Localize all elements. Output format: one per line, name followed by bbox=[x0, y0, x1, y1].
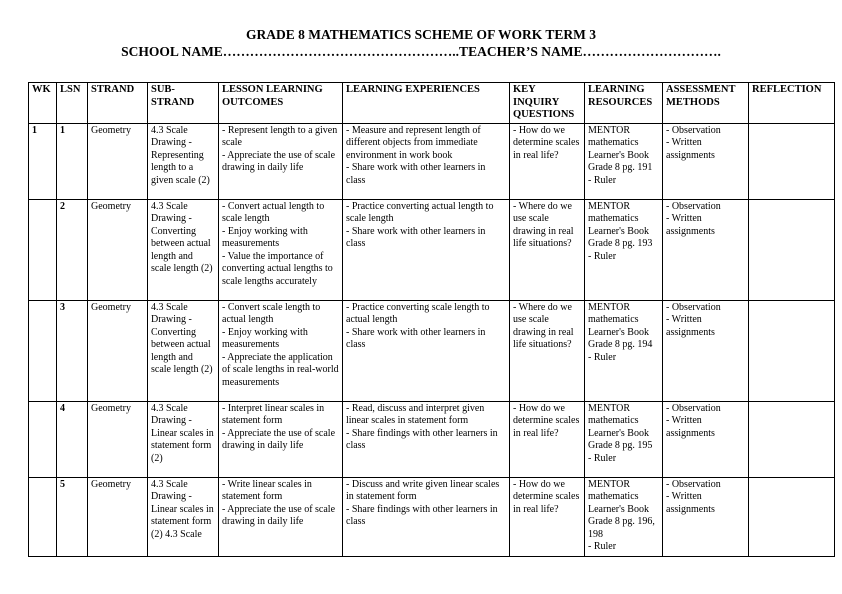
strand-cell: Geometry bbox=[88, 199, 148, 300]
outcomes-cell-line: - Convert actual length to scale length bbox=[222, 200, 325, 224]
document-title: GRADE 8 MATHEMATICS SCHEME OF WORK TERM 3 bbox=[246, 27, 596, 42]
outcomes-cell bbox=[219, 401, 343, 477]
inquiry-question-cell: - How do we determine scales in real life? bbox=[510, 123, 585, 199]
resources-cell-line: - Ruler bbox=[588, 250, 617, 262]
lesson-cell: 5 bbox=[57, 477, 88, 556]
outcomes-cell-line: - Appreciate the use of scale drawing in daily life bbox=[222, 427, 336, 451]
resources-cell-line: - Ruler bbox=[588, 541, 617, 552]
resources-cell bbox=[585, 199, 663, 300]
assessment-cell-line: - Written assignments bbox=[666, 491, 715, 515]
assessment-cell-line: - Observation bbox=[666, 301, 721, 313]
outcomes-cell-line: - Enjoy working with measurements bbox=[222, 326, 308, 350]
resources-cell-line: MENTOR mathematics Learner's Book Grade 8 pg. 191 bbox=[588, 124, 653, 173]
outcomes-cell-line: - Value the importance of converting actual lengths to scale lengths accurately bbox=[222, 250, 333, 287]
experiences-cell-line: - Share work with other learners in class bbox=[346, 225, 486, 249]
experiences-cell-line: - Measure and represent length of different objects from immediate environment in work book bbox=[346, 124, 481, 161]
document-subtitle: SCHOOL NAME……………………………………………..TEACHER’S NAME…………………………. bbox=[121, 44, 721, 59]
column-header: WK bbox=[29, 83, 57, 124]
assessment-cell-line: - Observation bbox=[666, 200, 721, 212]
outcomes-cell-line: - Enjoy working with measurements bbox=[222, 225, 308, 249]
sub-strand-cell: 4.3 Scale Drawing - Converting between actual length and scale length (2) bbox=[148, 300, 219, 401]
assessment-cell-line: - Written assignments bbox=[666, 415, 715, 439]
sub-strand-cell: 4.3 Scale Drawing - Linear scales in statement form (2) 4.3 Scale bbox=[148, 477, 219, 556]
resources-cell-line: MENTOR mathematics Learner's Book Grade 8 pg. 193 bbox=[588, 200, 653, 249]
table-row bbox=[29, 123, 835, 199]
inquiry-question-cell: - How do we determine scales in real life? bbox=[510, 401, 585, 477]
outcomes-cell bbox=[219, 199, 343, 300]
outcomes-cell-line: - Appreciate the use of scale drawing in daily life bbox=[222, 149, 336, 173]
experiences-cell-line: - Practice converting scale length to actual length bbox=[346, 301, 490, 325]
column-header: LSN bbox=[57, 83, 88, 124]
reflection-cell bbox=[749, 477, 835, 556]
resources-cell-line: MENTOR mathematics Learner's Book Grade 8 pg. 195 bbox=[588, 402, 653, 451]
week-cell bbox=[29, 477, 57, 556]
assessment-cell-line: - Observation bbox=[666, 478, 721, 490]
reflection-cell bbox=[749, 199, 835, 300]
table-row bbox=[29, 401, 835, 477]
resources-cell-line: - Ruler bbox=[588, 174, 617, 186]
experiences-cell bbox=[343, 199, 510, 300]
experiences-cell-line: - Read, discuss and interpret given linear scales in statement form bbox=[346, 402, 485, 426]
experiences-cell bbox=[343, 123, 510, 199]
sub-strand-cell: 4.3 Scale Drawing - Representing length to a given scale (2) bbox=[148, 123, 219, 199]
outcomes-cell bbox=[219, 123, 343, 199]
inquiry-question-cell: - Where do we use scale drawing in real life situations? bbox=[510, 199, 585, 300]
table-header-row bbox=[29, 83, 835, 124]
reflection-cell bbox=[749, 123, 835, 199]
column-header: KEY INQUIRY QUESTIONS bbox=[510, 83, 585, 124]
assessment-cell-line: - Written assignments bbox=[666, 314, 715, 338]
assessment-cell-line: - Observation bbox=[666, 402, 721, 414]
assessment-cell-line: - Observation bbox=[666, 124, 721, 136]
lesson-cell: 4 bbox=[57, 401, 88, 477]
sub-strand-cell: 4.3 Scale Drawing - Linear scales in statement form (2) bbox=[148, 401, 219, 477]
strand-cell: Geometry bbox=[88, 477, 148, 556]
lesson-cell: 2 bbox=[57, 199, 88, 300]
outcomes-cell-line: - Interpret linear scales in statement form bbox=[222, 402, 325, 426]
outcomes-cell-line: - Appreciate the application of scale lengths in real-world measurements bbox=[222, 351, 339, 388]
week-cell bbox=[29, 300, 57, 401]
assessment-cell-line: - Written assignments bbox=[666, 137, 715, 161]
table-row bbox=[29, 199, 835, 300]
experiences-cell-line: - Practice converting actual length to scale length bbox=[346, 200, 494, 224]
experiences-cell-line: - Share findings with other learners in class bbox=[346, 427, 498, 451]
strand-cell: Geometry bbox=[88, 401, 148, 477]
experiences-cell-line: - Share work with other learners in class bbox=[346, 326, 486, 350]
experiences-cell-line: - Share work with other learners in class bbox=[346, 162, 486, 186]
outcomes-cell bbox=[219, 300, 343, 401]
resources-cell-line: MENTOR mathematics Learner's Book Grade 8 pg. 194 bbox=[588, 301, 653, 350]
outcomes-cell bbox=[219, 477, 343, 556]
assessment-cell bbox=[663, 300, 749, 401]
resources-cell bbox=[585, 300, 663, 401]
inquiry-question-cell: - Where do we use scale drawing in real life situations? bbox=[510, 300, 585, 401]
resources-cell bbox=[585, 477, 663, 556]
column-header: SUB-STRAND bbox=[148, 83, 219, 124]
column-header: ASSESSMENT METHODS bbox=[663, 83, 749, 124]
experiences-cell-line: - Discuss and write given linear scales in statement form bbox=[346, 478, 500, 502]
column-header: STRAND bbox=[88, 83, 148, 124]
week-cell bbox=[29, 401, 57, 477]
outcomes-cell-line: - Represent length to a given scale bbox=[222, 124, 338, 148]
sub-strand-cell: 4.3 Scale Drawing - Converting between actual length and scale length (2) bbox=[148, 199, 219, 300]
strand-cell: Geometry bbox=[88, 123, 148, 199]
resources-cell bbox=[585, 123, 663, 199]
lesson-cell: 3 bbox=[57, 300, 88, 401]
table-row bbox=[29, 477, 835, 556]
resources-cell-line: MENTOR mathematics Learner's Book Grade 8 pg. 196, 198 bbox=[588, 478, 655, 540]
resources-cell-line: - Ruler bbox=[588, 452, 617, 464]
experiences-cell-line: - Share findings with other learners in class bbox=[346, 503, 498, 527]
scheme-of-work-table bbox=[28, 82, 835, 557]
lesson-cell: 1 bbox=[57, 123, 88, 199]
column-header: REFLECTION bbox=[749, 83, 835, 124]
strand-cell: Geometry bbox=[88, 300, 148, 401]
inquiry-question-cell: - How do we determine scales in real life? bbox=[510, 477, 585, 556]
column-header: LESSON LEARNING OUTCOMES bbox=[219, 83, 343, 124]
week-cell bbox=[29, 199, 57, 300]
assessment-cell bbox=[663, 123, 749, 199]
assessment-cell-line: - Written assignments bbox=[666, 213, 715, 237]
assessment-cell bbox=[663, 199, 749, 300]
outcomes-cell-line: - Convert scale length to actual length bbox=[222, 301, 321, 325]
reflection-cell bbox=[749, 300, 835, 401]
column-header: LEARNING EXPERIENCES bbox=[343, 83, 510, 124]
experiences-cell bbox=[343, 300, 510, 401]
assessment-cell bbox=[663, 401, 749, 477]
experiences-cell bbox=[343, 477, 510, 556]
resources-cell bbox=[585, 401, 663, 477]
experiences-cell bbox=[343, 401, 510, 477]
column-header: LEARNING RESOURCES bbox=[585, 83, 663, 124]
week-cell: 1 bbox=[29, 123, 57, 199]
resources-cell-line: - Ruler bbox=[588, 351, 617, 363]
assessment-cell bbox=[663, 477, 749, 556]
outcomes-cell-line: - Appreciate the use of scale drawing in daily life bbox=[222, 503, 336, 527]
reflection-cell bbox=[749, 401, 835, 477]
outcomes-cell-line: - Write linear scales in statement form bbox=[222, 478, 312, 502]
table-row bbox=[29, 300, 835, 401]
